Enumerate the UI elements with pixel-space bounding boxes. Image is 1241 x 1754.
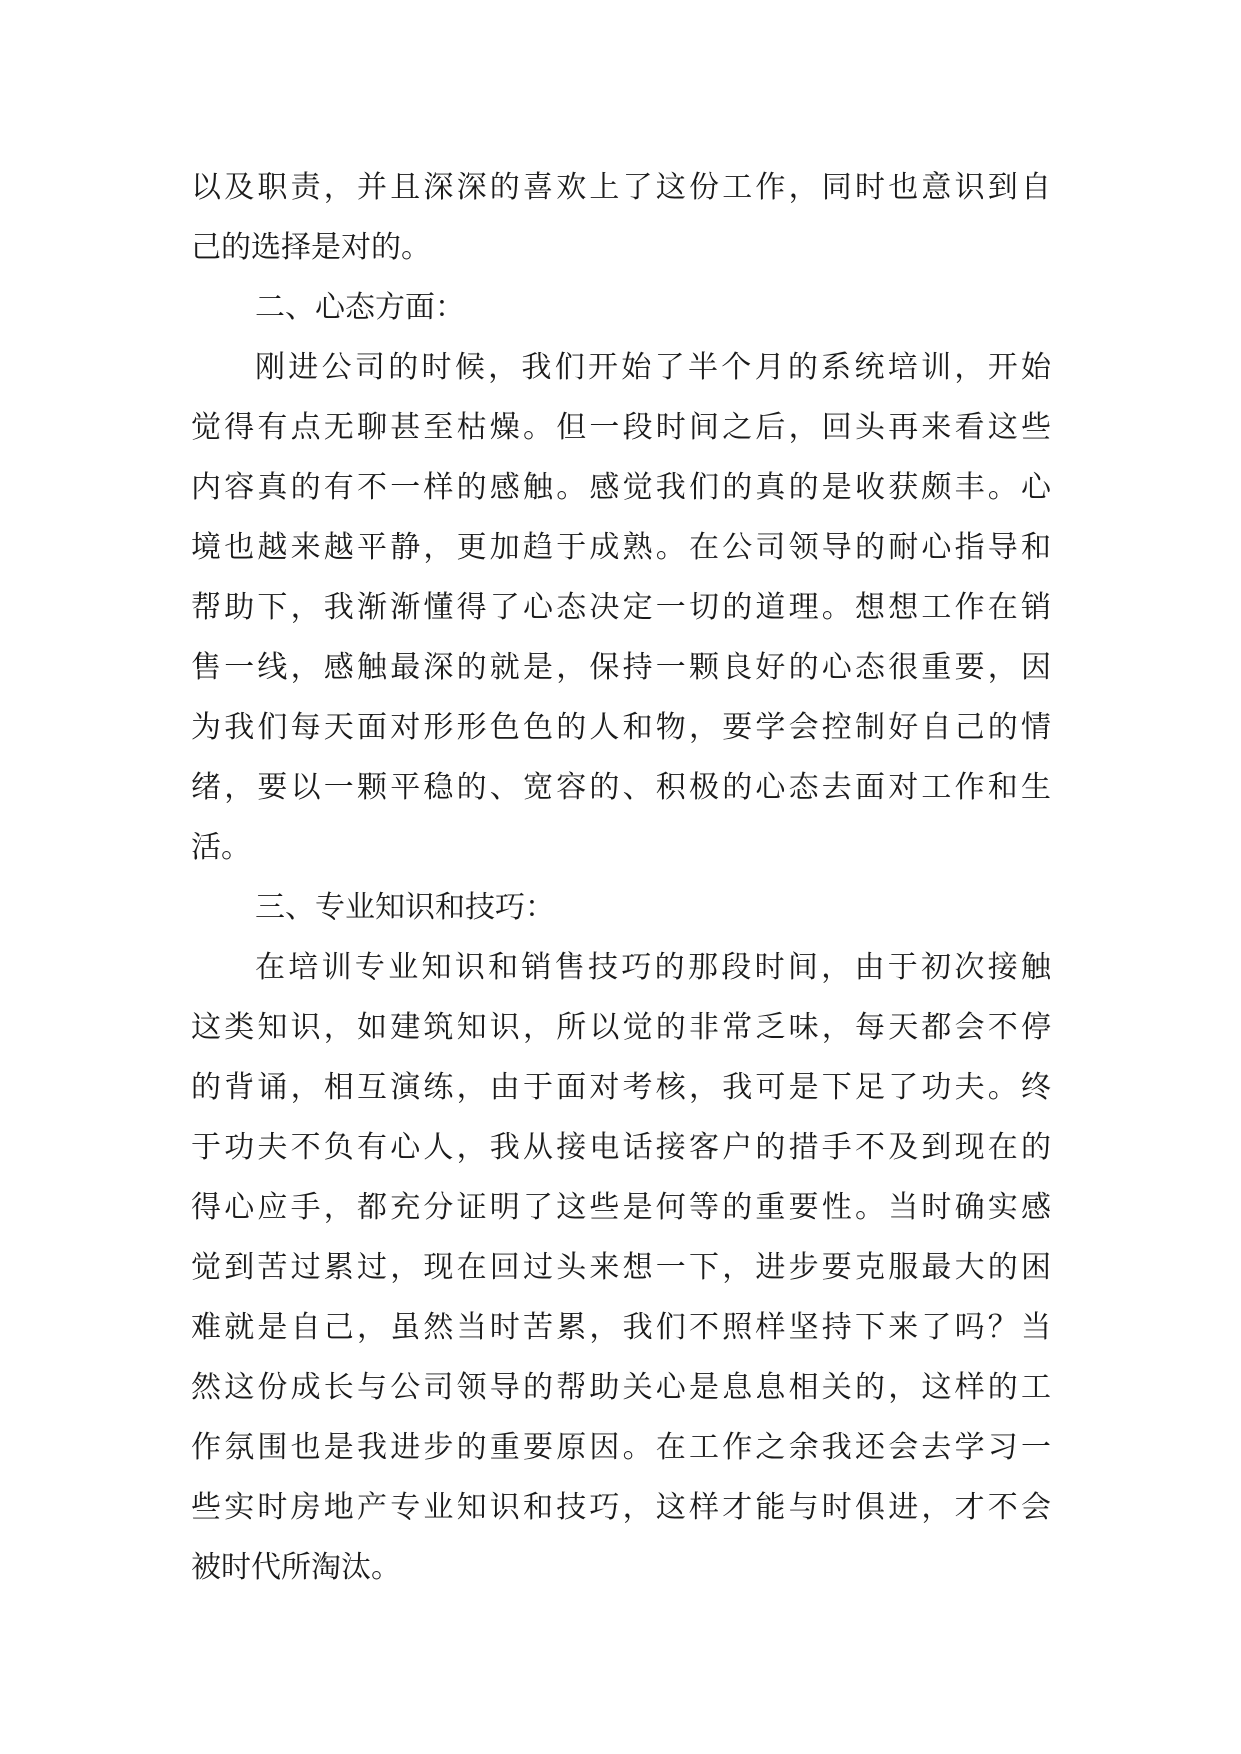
paragraph-line: 觉到苦过累过，现在回过头来想一下，进步要克服最大的困 <box>191 1250 1051 1285</box>
paragraph-line: 内容真的有不一样的感触。感觉我们的真的是收获颇丰。心 <box>191 470 1051 505</box>
paragraph-line: 售一线，感触最深的就是，保持一颗良好的心态很重要，因 <box>191 650 1051 685</box>
paragraph-line: 帮助下，我渐渐懂得了心态决定一切的道理。想想工作在销 <box>191 590 1051 625</box>
paragraph-line: 被时代所淘汰。 <box>191 1550 401 1585</box>
paragraph-line: 的背诵，相互演练，由于面对考核，我可是下足了功夫。终 <box>191 1070 1051 1105</box>
paragraph-line: 这类知识，如建筑知识，所以觉的非常乏味，每天都会不停 <box>191 1010 1051 1045</box>
paragraph-line: 觉得有点无聊甚至枯燥。但一段时间之后，回头再来看这些 <box>191 410 1051 445</box>
paragraph-line: 以及职责，并且深深的喜欢上了这份工作，同时也意识到自 <box>191 170 1051 205</box>
paragraph-line: 为我们每天面对形形色色的人和物，要学会控制好自己的情 <box>191 710 1051 745</box>
paragraph-line: 些实时房地产专业知识和技巧，这样才能与时俱进，才不会 <box>191 1490 1051 1525</box>
paragraph-line: 刚进公司的时候，我们开始了半个月的系统培训，开始 <box>255 350 1051 385</box>
paragraph-line: 绪，要以一颗平稳的、宽容的、积极的心态去面对工作和生 <box>191 770 1051 805</box>
section-heading-mindset: 二、心态方面： <box>255 290 465 325</box>
paragraph-line: 难就是自己，虽然当时苦累，我们不照样坚持下来了吗？当 <box>191 1310 1051 1345</box>
paragraph-line: 然这份成长与公司领导的帮助关心是息息相关的，这样的工 <box>191 1370 1051 1405</box>
paragraph-line: 活。 <box>191 830 251 865</box>
paragraph-line: 于功夫不负有心人，我从接电话接客户的措手不及到现在的 <box>191 1130 1051 1165</box>
paragraph-line: 作氛围也是我进步的重要原因。在工作之余我还会去学习一 <box>191 1430 1051 1465</box>
section-heading-skills: 三、专业知识和技巧： <box>255 890 555 925</box>
paragraph-line: 得心应手，都充分证明了这些是何等的重要性。当时确实感 <box>191 1190 1051 1225</box>
paragraph-line: 境也越来越平静，更加趋于成熟。在公司领导的耐心指导和 <box>191 530 1051 565</box>
document-body <box>191 158 1051 1598</box>
paragraph-line: 在培训专业知识和销售技巧的那段时间，由于初次接触 <box>255 950 1051 985</box>
paragraph-line: 己的选择是对的。 <box>191 230 431 265</box>
